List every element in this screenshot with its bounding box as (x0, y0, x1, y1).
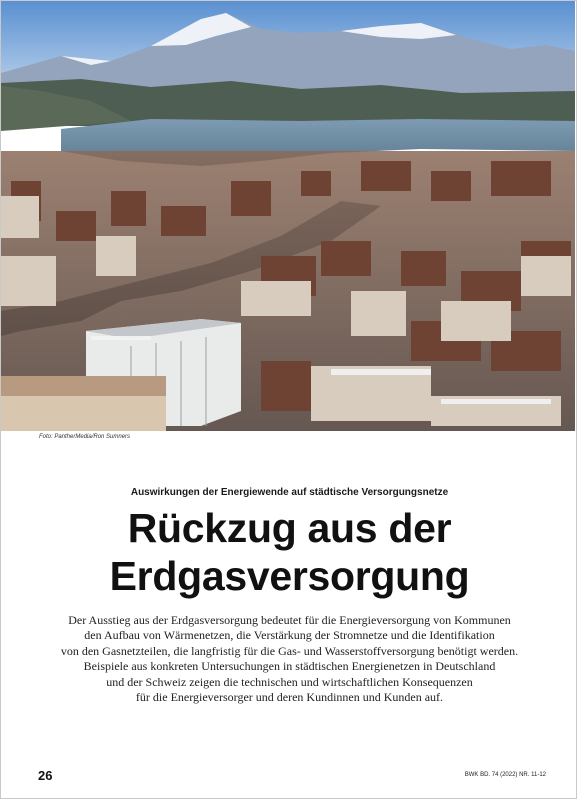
article-title-line-1: Rückzug aus der (127, 505, 452, 551)
photo-credit: Foto: PantherMedia/Ron Sumners (39, 434, 131, 440)
header-photo (1, 1, 575, 431)
article-kicker: Auswirkungen der Energiewende auf städtische Versorgungsnetze (130, 487, 449, 498)
journal-reference: BWK BD. 74 (2022) NR. 11-12 (464, 772, 546, 778)
lead-line: und der Schweiz zeigen die technischen und wirtschaftlichen Konsequenzen (106, 674, 473, 689)
lead-line: Der Ausstieg aus der Erdgasversorgung bedeutet für die Energieversorgung von Kommunen (68, 613, 511, 627)
lead-line: den Aufbau von Wärmenetzen, die Verstärkung der Stromnetze und die Identifikation (84, 628, 495, 643)
lead-line: Beispiele aus konkreten Untersuchungen in städtischen Energienetzen in Deutschland (83, 659, 496, 674)
lead-line: von den Gasnetzteilen, die langfristig für die Gas- und Wasserstoffversorgung benötigt werden. (60, 643, 519, 658)
lead-line: für die Energieversorger und deren Kundinnen und Kunden auf. (135, 690, 444, 705)
article-title (1, 504, 577, 600)
city-lake-mountain-photo (1, 1, 575, 431)
page-number: 26 (38, 768, 53, 783)
article-lead (21, 613, 558, 705)
article-title-line-2: Erdgasversorgung (109, 553, 470, 599)
